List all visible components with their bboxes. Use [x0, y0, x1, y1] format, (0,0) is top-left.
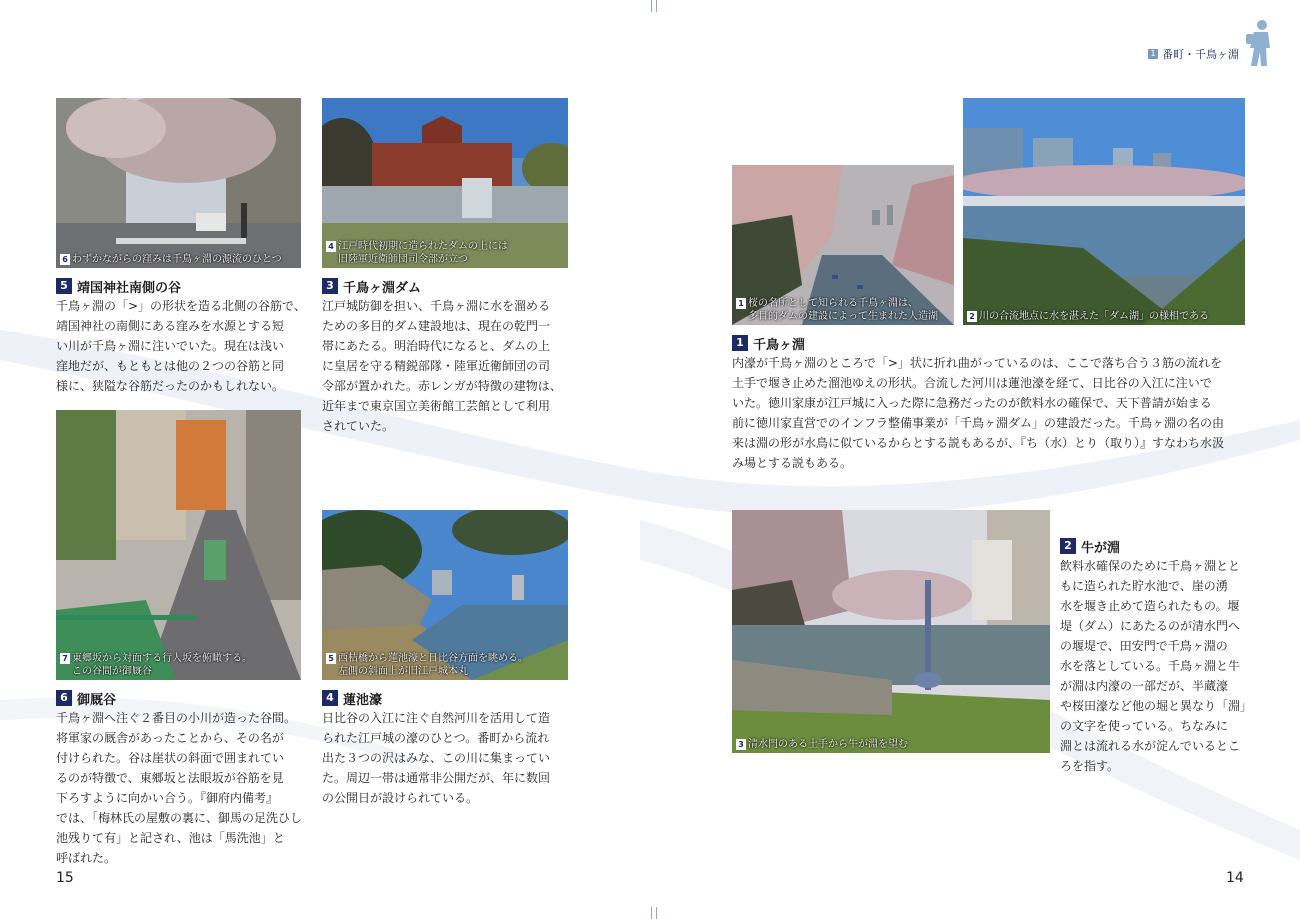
section-heading: [56, 276, 181, 296]
photo-cherry-blossom-moat: [732, 165, 954, 325]
body-line: 近年まで東京国立美術館工芸館として利用: [322, 399, 551, 413]
photo-caption: [56, 650, 301, 680]
crop-mark: [656, 0, 668, 12]
body-line: 堤（ダム）にあたるのが清水門へ: [1060, 619, 1241, 633]
body-line: の堰堤で、田安門で千鳥ヶ淵の: [1060, 639, 1228, 653]
section-number: 1: [732, 335, 748, 351]
body-line: 日比谷の入江に注ぐ自然河川を活用して造: [322, 711, 551, 725]
photo-caption: [56, 251, 301, 268]
body-line: いた。徳川家康が江戸城に入った際に急務だったのが飲料水の確保で、天下普請が始まる: [732, 396, 1212, 410]
body-line: 水を落としている。千鳥ヶ淵と牛: [1060, 659, 1241, 673]
body-line: 帯にあたる。明治時代になると、ダムの上: [322, 339, 551, 353]
caption-text: 左側の斜面上が旧江戸城本丸: [338, 666, 468, 677]
photo-slope-valley: [56, 410, 301, 680]
body-line: られた江戸城の濠のひとつ。番町から流れ: [322, 731, 550, 745]
running-head-title: 番町・千鳥ヶ淵: [1162, 48, 1239, 61]
caption-text: この谷間が御厩谷: [72, 666, 152, 677]
running-head: [1148, 46, 1239, 62]
photo-ushigafuchi-pond: [732, 510, 1050, 753]
body-line: が淵は内濠の一部だが、半蔵濠: [1060, 679, 1229, 693]
section-body: [1060, 556, 1260, 776]
body-line: た。周辺一帯は通常非公開だが、年に数回: [322, 771, 551, 785]
body-line: の文字を使っている。ちなみに: [1060, 719, 1229, 733]
section-title: 蓮池濠: [343, 692, 383, 708]
body-line: み場とする説もある。: [732, 456, 853, 470]
body-line: 水を堰き止めて造られたもの。堰: [1060, 599, 1240, 613]
body-line: 令部が置かれた。赤レンガが特徴の建物は、: [322, 379, 562, 393]
caption-text: わずかながらの窪みは千鳥ヶ淵の源流のひとつ: [72, 254, 282, 265]
section-number: 4: [322, 690, 338, 706]
photo-caption: [322, 650, 568, 680]
running-head-index: 1: [1148, 49, 1158, 59]
caption-number: 7: [60, 653, 70, 664]
caption-number: 4: [326, 241, 336, 252]
body-line: い川が千鳥ヶ淵に注いでいた。現在は浅い: [56, 339, 285, 353]
section-body: [56, 708, 306, 868]
section-number: 6: [56, 690, 72, 706]
crop-mark: [640, 907, 652, 919]
section-heading: [1060, 536, 1120, 556]
body-line: 付けられた。谷は崖状の斜面で囲まれてい: [56, 751, 285, 765]
body-line: 下ろすように向かい合う。『御府内備考』: [56, 791, 279, 805]
body-line: 出た３つの沢はみな、この川に集まってい: [322, 751, 551, 765]
section-number: 5: [56, 278, 72, 294]
caption-text: 江戸時代初期に造られたダムの上には: [338, 241, 508, 252]
body-line: もに造られた貯水池で、崖の湧: [1060, 579, 1228, 593]
caption-text: 西桔橋から蓮池濠と日比谷方面を眺める。: [338, 653, 528, 664]
body-line: 池残りて有」と記され、池は「馬洗池」と: [56, 831, 285, 845]
body-line: 窪地だが、もともとは他の２つの谷筋と同: [56, 359, 285, 373]
section-body: [732, 353, 1252, 473]
walking-man-icon: [1240, 18, 1280, 68]
body-line: 内濠が千鳥ヶ淵のところで「>」状に折れ曲がっているのは、ここで落ち合う３筋の流れを: [732, 356, 1222, 370]
caption-text: 多目的ダムの建設によって生まれた人造湖: [748, 311, 938, 322]
crop-mark: [656, 907, 668, 919]
body-line: 飲料水確保のために千鳥ヶ淵とと: [1060, 559, 1241, 573]
body-line: の公開日が設けられている。: [322, 791, 479, 805]
section-title: 千鳥ヶ淵ダム: [343, 280, 422, 296]
caption-number: 1: [736, 298, 746, 309]
body-line: 淵とは流れる水が淀んでいるとこ: [1060, 739, 1241, 753]
body-line: 来は淵の形が水鳥に似ているからとする説もあるが、『ち（水）とり（取り）』すなわち水汲: [732, 436, 1225, 450]
photo-moat-view: [322, 510, 568, 680]
section-body: [322, 708, 572, 808]
section-heading: [56, 688, 116, 708]
photo-caption: [322, 238, 568, 268]
section-heading: [322, 276, 421, 296]
body-line: ための多目的ダム建設地は、現在の乾門一: [322, 319, 551, 333]
body-line: に皇居を守る精鋭部隊・陸軍近衛師団の司: [322, 359, 551, 373]
body-line: 前に徳川家直営でのインフラ整備事業が「千鳥ヶ淵ダム」の建設だった。千鳥ヶ淵の名の由: [732, 416, 1225, 430]
body-line: 将軍家の厩舎があったことから、その名が: [56, 731, 284, 745]
caption-number: 2: [967, 311, 977, 322]
caption-number: 5: [326, 653, 336, 664]
body-line: されていた。: [322, 419, 395, 433]
photo-caption: [732, 295, 954, 325]
section-heading: [732, 333, 805, 353]
page-number-right: 14: [1226, 870, 1244, 886]
body-line: 靖国神社の南側にある窪みを水源とする短: [56, 319, 285, 333]
body-line: 様に、狭隘な谷筋だったのかもしれない。: [56, 379, 285, 393]
caption-text: 旧陸軍近衛師団司令部が立つ: [338, 254, 468, 265]
caption-number: 3: [736, 739, 746, 750]
body-line: るのが特徴で、東郷坂と法眼坂が谷筋を見: [56, 771, 284, 785]
body-line: や桜田濠など他の堀と異なり「淵」: [1060, 699, 1253, 713]
page-number-left: 15: [56, 870, 74, 886]
photo-street-hollow: [56, 98, 301, 268]
body-line: 呼ばれた。: [56, 851, 117, 865]
photo-caption: [732, 736, 1050, 753]
section-title: 靖国神社南側の谷: [77, 280, 182, 296]
caption-number: 6: [60, 254, 70, 265]
caption-text: 桜の名所として知られる千鳥ヶ淵は、: [748, 298, 918, 309]
photo-red-brick-building: [322, 98, 568, 268]
caption-text: 清水門のある土手から牛が淵を望む: [748, 739, 908, 750]
section-body: [322, 296, 572, 436]
section-number: 3: [322, 278, 338, 294]
section-body: [56, 296, 306, 396]
body-line: ろを指す。: [1060, 759, 1120, 773]
body-line: 千鳥ヶ淵の「>」の形状を造る北側の谷筋で、: [56, 299, 306, 313]
photo-river-confluence: [963, 98, 1245, 325]
section-title: 御厩谷: [77, 692, 117, 708]
body-line: では、「梅林氏の屋敷の裏に、御馬の足洗ひし: [56, 811, 303, 825]
section-heading: [322, 688, 382, 708]
section-title: 牛が淵: [1081, 540, 1121, 556]
body-line: 江戸城防御を担い、千鳥ヶ淵に水を溜める: [322, 299, 551, 313]
body-line: 千鳥ヶ淵へ注ぐ２番目の小川が造った谷間。: [56, 711, 297, 725]
caption-text: 川の合流地点に水を湛えた「ダム湖」の様相である: [979, 311, 1209, 322]
crop-mark: [640, 0, 652, 12]
body-line: 土手で堰き止めた溜池ゆえの形状。合流した河川は蓮池濠を経て、日比谷の入江に注いで: [732, 376, 1212, 390]
caption-text: 東郷坂から対面する行人坂を俯瞰する。: [72, 653, 252, 664]
photo-caption: [963, 308, 1245, 325]
section-number: 2: [1060, 538, 1076, 554]
section-title: 千鳥ヶ淵: [753, 337, 806, 353]
